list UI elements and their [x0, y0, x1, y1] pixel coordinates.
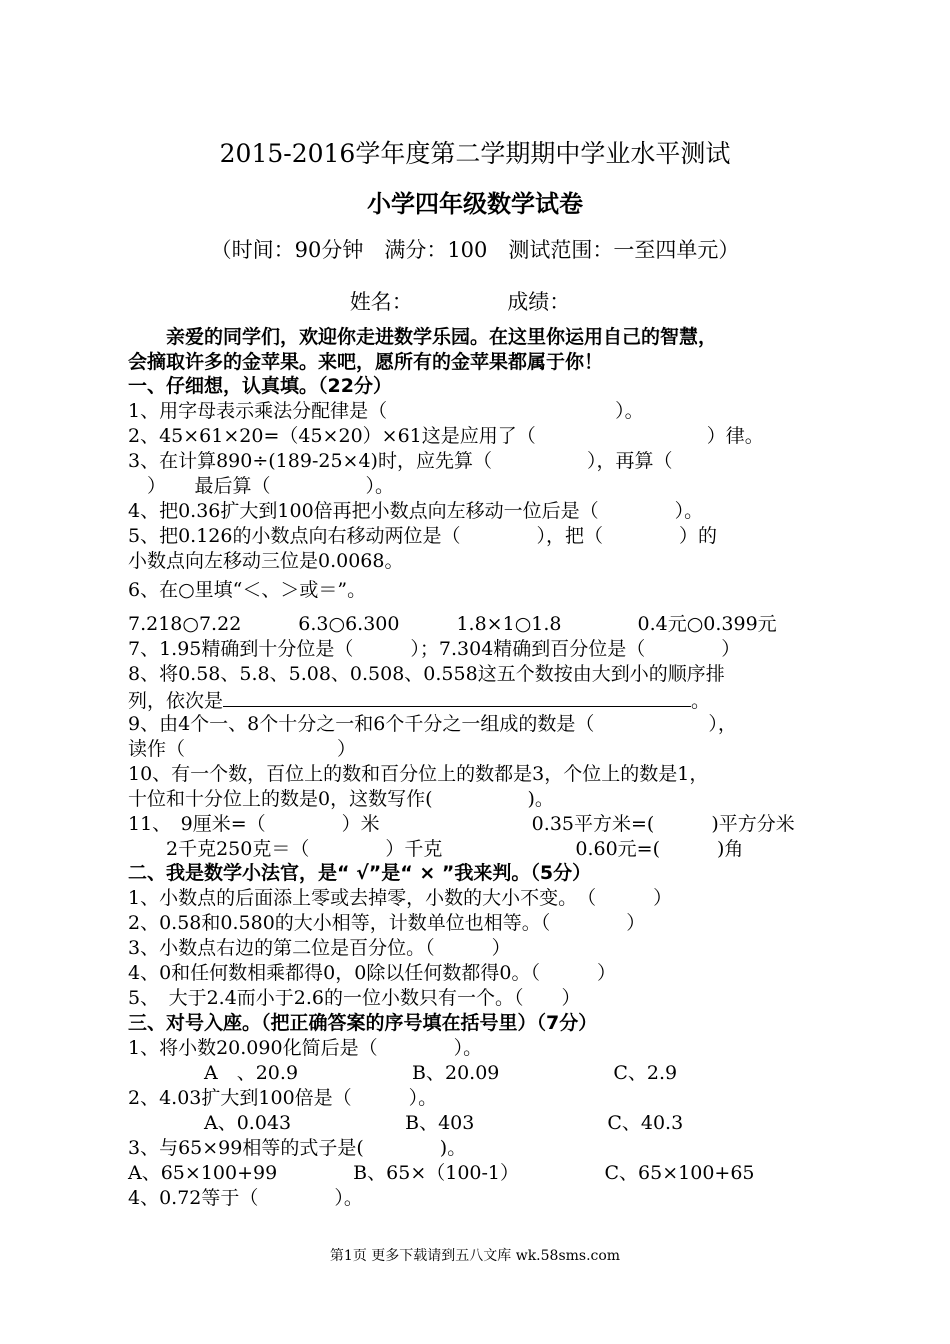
- question-line: 7.218○7.22 6.3○6.300 1.8×1○1.8 0.4元○0.399元: [128, 613, 777, 635]
- question-line: 5、 大于2.4而小于2.6的一位小数只有一个。（ ）: [128, 987, 581, 1009]
- order-suffix: 。: [691, 690, 711, 712]
- section-3-heading: 三、对号入座。（把正确答案的序号填在括号里）（7分）: [128, 1012, 598, 1034]
- question-line: 1、将小数20.090化简后是（ ）。: [128, 1037, 483, 1059]
- intro-line-2: 会摘取许多的金苹果。来吧，愿所有的金苹果都属于你！: [128, 351, 604, 373]
- question-line: 1、用字母表示乘法分配律是（ ）。: [128, 400, 644, 422]
- answer-underline: [223, 687, 691, 707]
- question-line: 2、4.03扩大到100倍是（ ）。: [128, 1087, 438, 1109]
- question-line: 6、在○里填“＜、＞或＝”。: [128, 579, 367, 601]
- question-line: 4、把0.36扩大到100倍再把小数点向左移动一位后是（ ）。: [128, 500, 704, 522]
- question-line: 3、小数点右边的第二位是百分位。（ ）: [128, 937, 511, 959]
- question-line: 4、0和任何数相乘都得0，0除以任何数都得0。（ ）: [128, 962, 616, 984]
- question-line: 3、与65×99相等的式子是( )。: [128, 1137, 467, 1159]
- question-line: 十位和十分位上的数是0，这数写作( )。: [128, 788, 554, 810]
- question-line: ） 最后算（ ）。: [128, 475, 395, 497]
- question-line-order: [128, 687, 710, 713]
- question-line: 5、把0.126的小数点向右移动两位是（ ），把（ ）的: [128, 525, 717, 547]
- section-1-heading: 一、仔细想，认真填。（22分）: [128, 375, 392, 397]
- question-line: 1、小数点的后面添上零或去掉零，小数的大小不变。 （ ）: [128, 887, 673, 909]
- question-line: 8、将0.58、5.8、5.08、0.508、0.558这五个数按由大到小的顺序排: [128, 663, 725, 685]
- question-line: 3、在计算890÷(189-25×4)时，应先算（ ），再算（: [128, 450, 673, 472]
- exam-title-year: 2015-2016学年度第二学期期中学业水平测试: [219, 139, 731, 168]
- option-line: A、0.043 B、403 C、40.3: [128, 1112, 684, 1134]
- option-line: A、65×100+99 B、65×（100-1） C、65×100+65: [128, 1162, 755, 1184]
- question-line: 4、0.72等于（ ）。: [128, 1187, 363, 1209]
- question-line: 11、 9厘米=（ ）米 0.35平方米=( )平方分米: [128, 813, 795, 835]
- question-line: 读作（ ）: [128, 738, 357, 760]
- section-2-heading: 二、我是数学小法官，是“ √”是“ × ”我来判。（5分）: [128, 862, 592, 884]
- exam-title-subject: 小学四年级数学试卷: [367, 190, 583, 218]
- question-line: 9、由4个一、8个十分之一和6个千分之一组成的数是（ ），: [128, 713, 737, 735]
- order-prefix: 列，依次是: [128, 690, 224, 712]
- option-line: A 、20.9 B、20.09 C、2.9: [128, 1062, 678, 1084]
- question-line: 7、1.95精确到十分位是（ ）；7.304精确到百分位是（ ）: [128, 638, 741, 660]
- question-line: 小数点向左移动三位是0.0068。: [128, 550, 404, 572]
- page-footer: 第1页 更多下载请到五八文库 wk.58sms.com: [329, 1248, 621, 1264]
- question-line: 2、0.58和0.580的大小相等，计数单位也相等。（ ）: [128, 912, 646, 934]
- name-score-line: 姓名： 成绩：: [349, 290, 571, 314]
- question-line: 2千克250克＝（ ）千克 0.60元=( )角: [128, 838, 744, 860]
- exam-subtitle: （时间：90分钟 满分：100 测试范围：一至四单元）: [210, 238, 740, 262]
- intro-line-1: 亲爱的同学们，欢迎你走进数学乐园。在这里你运用自己的智慧，: [128, 326, 718, 348]
- question-line: 2、45×61×20=（45×20）×61这是应用了（ ）律。: [128, 425, 764, 447]
- question-line: 10、有一个数，百位上的数和百分位上的数都是3，个位上的数是1，: [128, 763, 709, 785]
